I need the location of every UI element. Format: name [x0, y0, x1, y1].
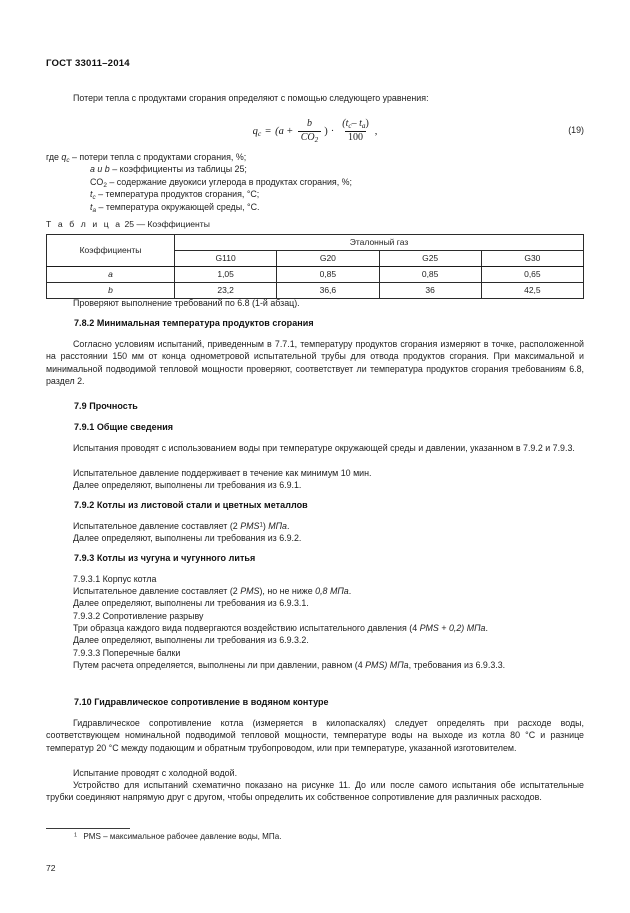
- section-7-10-paragraph-2: Испытание проводят с холодной водой.: [73, 768, 238, 778]
- clause-7-9-3-3-paragraph: Путем расчета определяется, выполнены ли при давлении, равном (4 PMS) МПа, требования из 6.9.3.3.: [73, 660, 506, 670]
- definition-item: [46, 188, 584, 200]
- coefficients-table: [46, 234, 584, 299]
- pms-term: PMS: [240, 586, 260, 596]
- section-7-10-paragraph-1: Гидравлическое сопротивление котла (измеряется в килопаскалях) следует определять при расходе воды, соответствующем номинальной подводимой тепловой мощности, температуре воды на выходе из котла 80 °C и разнице температур 20 °C между подающим и обратным трубопроводом, или при температуре, указанной изготовителем.: [46, 718, 584, 753]
- post-table-note: [46, 297, 584, 309]
- clause-7-9-3-2-title: 7.9.3.2 Сопротивление разрыву: [73, 611, 204, 621]
- heading-7-9-1: 7.9.1 Общие сведения: [74, 422, 174, 432]
- definition-text: – температура окружающей среды, °C.: [98, 201, 260, 212]
- clause-7-9-3-1-title: 7.9.3.1 Корпус котла: [73, 574, 157, 584]
- table-column-header: G20: [277, 251, 379, 267]
- definition-item: [46, 201, 584, 213]
- heading-7-10: 7.10 Гидравлическое сопротивление в водяном контуре: [74, 697, 329, 707]
- table-cell: 42,5: [481, 283, 583, 299]
- definition-item: [46, 151, 584, 163]
- clause-7-9-3-2-paragraph-2: Далее определяют, выполнены ли требования из 6.9.3.2.: [73, 635, 309, 645]
- equation-trailing-comma: ,: [374, 125, 378, 137]
- section-7-9-2-paragraph-2-wrap: [46, 532, 584, 544]
- heading-7-8-2: 7.8.2 Минимальная температура продуктов сгорания: [74, 318, 314, 328]
- equation-number: (19): [568, 125, 584, 135]
- definition-symbol: $t_c$: [90, 189, 96, 201]
- table-column-header: G110: [175, 251, 277, 267]
- equation-frac1-denominator: $CO_2$: [298, 131, 322, 144]
- section-7-9-1-paragraph-2: Испытательное давление поддерживает в течение как минимум 10 мин.: [73, 468, 372, 478]
- table-cell: 0,65: [481, 267, 583, 283]
- table-cell: 0,85: [277, 267, 379, 283]
- table-column-header: G25: [379, 251, 481, 267]
- table-cell: 0,85: [379, 267, 481, 283]
- table-caption-label: Т а б л и ц а: [46, 219, 123, 229]
- running-header: ГОСТ 33011–2014: [46, 58, 130, 69]
- section-7-9-1-paragraph-3: Далее определяют, выполнены ли требования из 6.9.1.: [73, 480, 302, 490]
- heading-7-9-3: 7.9.3 Котлы из чугуна и чугунного литья: [74, 553, 256, 563]
- page-number: 72: [46, 863, 56, 873]
- clause-7-9-3-1-paragraph-2: Далее определяют, выполнены ли требования из 6.9.3.1.: [73, 598, 309, 608]
- post-table-note-text: Проверяют выполнение требований по 6.8 (1-й абзац).: [73, 298, 300, 308]
- table-group-header: Эталонный газ: [175, 235, 584, 251]
- clause-7-9-3-2-paragraph-wrap: [46, 622, 584, 634]
- equation-equals: =: [265, 125, 272, 137]
- clause-7-9-3-1-paragraph-wrap: [46, 585, 584, 597]
- table-cell: 36: [379, 283, 481, 299]
- section-7-9-1-paragraph-1: Испытания проводят с использованием воды при температуре окружающей среды и давлении, указанном в 7.9.2 и 7.9.3.: [73, 443, 575, 453]
- footnote: [74, 831, 281, 842]
- clause-7-9-3-3-paragraph-wrap: [46, 659, 584, 671]
- heading-7-9: 7.9 Прочность: [74, 401, 138, 411]
- table-row: [47, 267, 584, 283]
- definition-symbol: a и b: [90, 164, 110, 175]
- equation-plus: +: [286, 125, 293, 137]
- heading-7-9-2: 7.9.2 Котлы из листовой стали и цветных металлов: [74, 500, 308, 510]
- table-caption-title: Коэффициенты: [147, 219, 210, 229]
- section-7-9-2-paragraph-1-wrap: [46, 520, 584, 532]
- table-cell: 1,05: [175, 267, 277, 283]
- footnote-text: PMS – максимальное рабочее давление воды, МПа.: [83, 832, 282, 841]
- definition-symbol: $q_c$: [61, 152, 70, 164]
- clause-7-9-3-2-title-wrap: [46, 610, 584, 622]
- lead-paragraph: [46, 92, 584, 104]
- equation-19: [46, 114, 584, 148]
- clause-7-9-3-2-paragraph: Три образца каждого вида подвергаются воздействию испытательного давления (4 PMS + 0,2) МПа.: [73, 623, 488, 633]
- equation-lhs: $q_c$: [252, 125, 262, 138]
- equation-fraction-temp: [339, 119, 372, 143]
- definition-symbol: $CO_2$: [90, 176, 107, 189]
- equation-frac2-numerator: ($t_c-$ $t_a$): [342, 118, 369, 131]
- clause-7-9-3-3-title-wrap: [46, 647, 584, 659]
- equation-frac2-denominator: 100: [345, 131, 366, 144]
- section-7-9-1-paragraph-2-wrap: [46, 467, 584, 479]
- footnote-separator: [46, 828, 130, 829]
- pms-term: PMS: [240, 521, 260, 531]
- table-row-header-label: Коэффициенты: [47, 235, 175, 267]
- table-cell: 23,2: [175, 283, 277, 299]
- lead-paragraph-text: Потери тепла с продуктами сгорания определяют с помощью следующего уравнения:: [73, 93, 429, 103]
- clause-7-9-3-1-paragraph-2-wrap: [46, 597, 584, 609]
- equation-dot: ·: [330, 125, 335, 137]
- definition-item: [46, 163, 584, 175]
- definitions-lead: где: [46, 152, 59, 162]
- section-7-10-paragraph-2-wrap: [46, 767, 584, 779]
- table-caption-number: 25: [124, 219, 135, 229]
- section-7-10-paragraph-3: Устройство для испытаний схематично показано на рисунке 11. До или после самого испытания обе испытательные трубки соединяют напрямую друг с другом, чтобы определить их собственное сопротивление для различных расходов.: [46, 780, 584, 803]
- table-cell: 36,6: [277, 283, 379, 299]
- equation-close-paren: ): [324, 125, 328, 137]
- section-7-10-paragraph-3-wrap: [46, 779, 584, 804]
- equation-19-row: [46, 114, 584, 148]
- table-column-header: G30: [481, 251, 583, 267]
- section-7-10-paragraph-1-wrap: [46, 717, 584, 754]
- footnote-number: 1: [74, 832, 78, 839]
- definition-item: [46, 176, 584, 188]
- clause-7-9-3-1-title-wrap: [46, 573, 584, 585]
- equation-open-paren: (a: [275, 125, 284, 137]
- equation-frac1-numerator: b: [307, 118, 313, 129]
- section-7-9-2-paragraph-2: Далее определяют, выполнены ли требования из 6.9.2.: [73, 533, 302, 543]
- table-row-label: a: [47, 267, 175, 283]
- clause-7-9-3-1-paragraph: Испытательное давление составляет (2 PMS), но не ниже 0,8 МПа.: [73, 586, 352, 596]
- section-7-9-2-paragraph-1: Испытательное давление составляет (2 PMS$^1$) МПа.: [73, 521, 290, 531]
- clause-7-9-3-3-title: 7.9.3.3 Поперечные балки: [73, 648, 181, 658]
- definition-text: – потери тепла с продуктами сгорания, %;: [72, 152, 247, 162]
- pms-term: PMS: [419, 623, 439, 633]
- definition-text: – температура продуктов сгорания, °C;: [98, 189, 260, 200]
- table-caption: [46, 219, 210, 229]
- pms-term: PMS: [365, 660, 385, 670]
- definition-text: – содержание двуокиси углерода в продуктах сгорания, %;: [109, 176, 353, 187]
- symbol-definitions: [46, 151, 584, 213]
- table-header-row: [47, 235, 584, 251]
- definition-text: – коэффициенты из таблицы 25;: [112, 164, 247, 175]
- equation-fraction-b-co2: [298, 119, 322, 143]
- clause-7-9-3-2-paragraph-2-wrap: [46, 634, 584, 646]
- table-caption-dash: —: [136, 219, 146, 229]
- definition-symbol: $t_a$: [90, 201, 97, 214]
- section-7-8-2-paragraph: Согласно условиям испытаний, приведенным в 7.7.1, температуру продуктов сгорания измеряют в точке, расположенной на расстоянии 150 мм от конца однометровой испытательной трубы для отвода продуктов сгорания. При максимальной и минимальной подводимой тепловой мощности проверяют, соответствует ли температура продуктов сгорания требованиям 6.8, раздел 2.: [46, 339, 584, 386]
- section-7-8-2-body: [46, 338, 584, 387]
- table-row-label: b: [47, 283, 175, 299]
- section-7-9-1-body: [46, 442, 584, 454]
- section-7-9-1-paragraph-3-wrap: [46, 479, 584, 491]
- footnote-marker: 1: [259, 522, 263, 529]
